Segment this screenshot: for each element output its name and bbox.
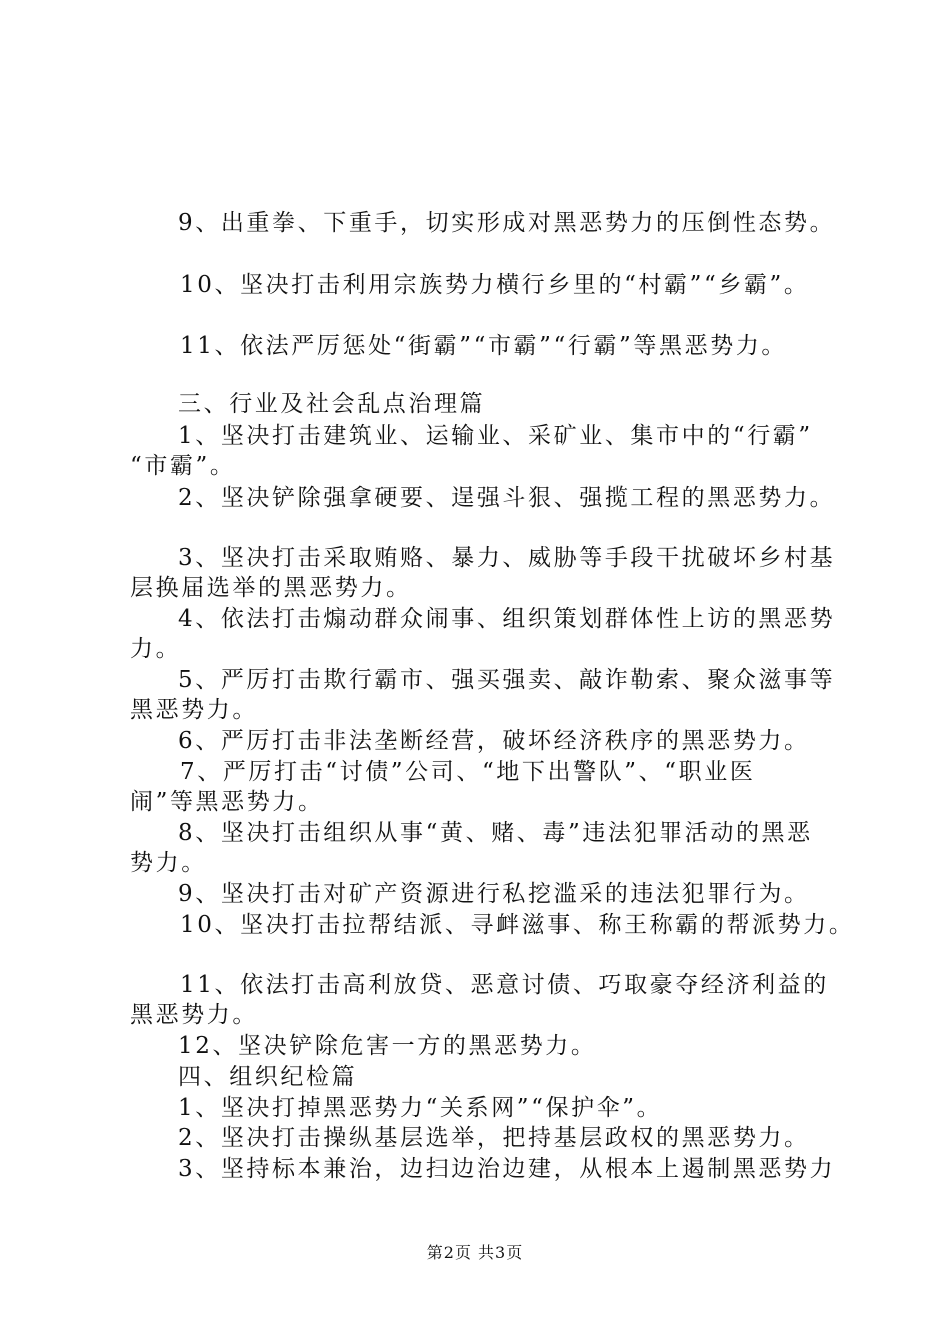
- page-number-footer: 第2页 共3页: [426, 1243, 524, 1262]
- paragraph-line: 2、坚决打击操纵基层选举，把持基层政权的黑恶势力。: [178, 1125, 810, 1151]
- paragraph-line: 10、坚决打击拉帮结派、寻衅滋事、称王称霸的帮派势力。: [180, 912, 855, 938]
- section-heading: 三、行业及社会乱点治理篇: [178, 391, 486, 417]
- paragraph-line: 势力。: [130, 850, 207, 876]
- paragraph-line: 2、坚决铲除强拿硬要、逞强斗狠、强揽工程的黑恶势力。: [178, 485, 836, 511]
- paragraph-line: 12、坚决铲除危害一方的黑恶势力。: [178, 1033, 597, 1059]
- paragraph-line: 9、出重拳、下重手，切实形成对黑恶势力的压倒性态势。: [178, 210, 836, 236]
- paragraph-line: 5、严厉打击欺行霸市、强买强卖、敲诈勒索、聚众滋事等: [178, 667, 836, 693]
- paragraph-line: 8、坚决打击组织从事“黄、赌、毒”违法犯罪活动的黑恶: [178, 820, 813, 846]
- paragraph-line: 4、依法打击煽动群众闹事、组织策划群体性上访的黑恶势: [178, 606, 836, 632]
- paragraph-line: 7、严厉打击“讨债”公司、“地下出警队”、“职业医: [180, 759, 756, 785]
- paragraph-line: 9、坚决打击对矿产资源进行私挖滥采的违法犯罪行为。: [178, 881, 810, 907]
- paragraph-line: 6、严厉打击非法垄断经营，破坏经济秩序的黑恶势力。: [178, 728, 810, 754]
- paragraph-line: 10、坚决打击利用宗族势力横行乡里的“村霸”“乡霸”。: [180, 272, 810, 298]
- paragraph-line: 11、依法严厉惩处“街霸”“市霸”“行霸”等黑恶势力。: [180, 333, 788, 359]
- section-heading: 四、组织纪检篇: [178, 1064, 358, 1090]
- paragraph-line: 黑恶势力。: [130, 1002, 258, 1028]
- paragraph-line: 闹”等黑恶势力。: [130, 789, 324, 815]
- paragraph-line: 黑恶势力。: [130, 697, 258, 723]
- paragraph-line: 3、坚决打击采取贿赂、暴力、威胁等手段干扰破坏乡村基: [178, 545, 836, 571]
- paragraph-line: 力。: [130, 636, 182, 662]
- paragraph-line: 3、坚持标本兼治，边扫边治边建，从根本上遏制黑恶势力: [178, 1156, 836, 1182]
- paragraph-line: 1、坚决打掉黑恶势力“关系网”“保护伞”。: [178, 1095, 663, 1121]
- paragraph-line: 11、依法打击高利放贷、恶意讨债、巧取豪夺经济利益的: [180, 972, 829, 998]
- paragraph-line: 1、坚决打击建筑业、运输业、采矿业、集市中的“行霸”: [178, 423, 813, 449]
- paragraph-line: “市霸”。: [130, 453, 236, 479]
- paragraph-line: 层换届选举的黑恶势力。: [130, 575, 412, 601]
